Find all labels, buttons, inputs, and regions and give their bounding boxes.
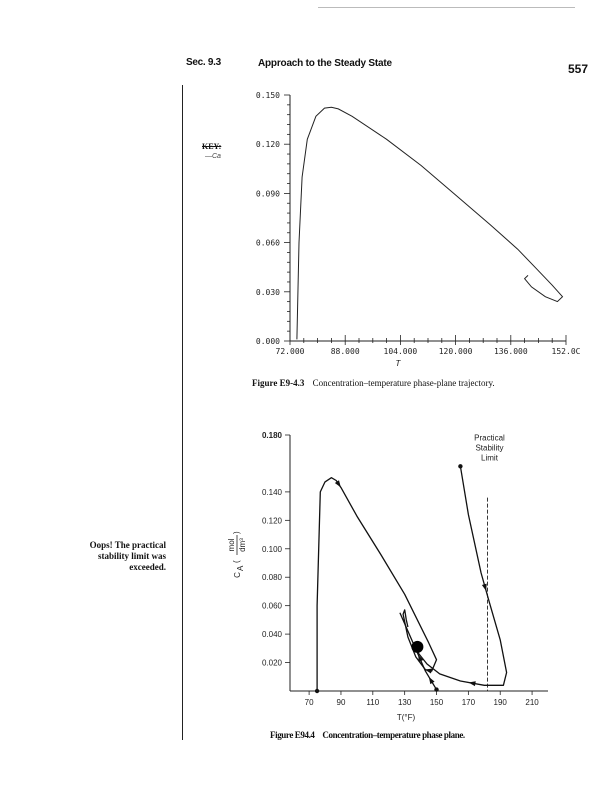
y-tick-label: 0.060 [261,601,282,611]
y-axis-unit-mol: mol [227,538,236,552]
trajectory-line-2 [414,466,506,685]
figure-caption-bottom [270,730,465,740]
x-tick-label: 190 [493,698,507,707]
stability-limit-label [474,434,505,463]
x-tick-label: 72.000 [275,347,305,356]
y-tick-label: 0.080 [261,573,282,583]
y-tick-label: 0.150 [255,91,280,100]
margin-note: Oops! The practical stability limit was exceeded. [89,540,166,572]
y-axis-unit-dm3: dm³ [238,538,247,552]
y-axis-label-ca: C [233,572,242,578]
figure-label-top: Figure E9-4.3 [252,378,305,388]
y-tick-label: 0.100 [261,544,282,554]
legend-key-label: KEY: [202,142,222,151]
x-tick-label: 90 [336,698,346,707]
trajectory-start-point [315,689,319,693]
y-axis-paren-open: ( [232,560,241,563]
y-axis-label-subscript: A [236,565,245,571]
y-tick-label: 0.180 [261,431,282,440]
trajectory-arrow [427,676,435,685]
x-tick-label: 120.000 [438,347,473,356]
x-tick-label: 170 [461,698,476,707]
running-header-title: Approach to the Steady State [258,58,392,69]
trajectory-start-point [434,687,438,691]
x-tick-label: 130 [397,698,412,707]
stability-limit-label-line: Practical [474,433,505,443]
page-number: 557 [568,62,589,76]
y-tick-label: 0.000 [255,337,280,346]
x-tick-label: 110 [366,698,380,707]
section-number: Sec. 9.3 [186,57,221,68]
y-tick-label: 0.090 [255,189,280,199]
steady-state-point [411,641,423,653]
figure-caption-text-top: Concentration–temperature phase-plane trajectory. [312,378,495,388]
chart-top-x-axis-label: T [395,359,401,368]
y-tick-label: 0.030 [255,287,280,297]
y-tick-label: 0.040 [261,630,282,640]
y-tick-label: 0.140 [261,487,282,497]
legend-key-series: —Ca [205,153,221,160]
chart-bottom-y-axis-label [227,531,247,578]
y-tick-label: 0.120 [255,140,280,150]
x-tick-label: 152.0C [551,347,581,356]
stability-limit-label-line: Limit [481,453,498,463]
figure-label-bottom: Figure E94.4 [270,730,315,740]
y-axis-paren-close: ) [232,531,241,534]
y-tick-label: 0.020 [261,658,282,668]
trajectory-start-point [458,464,462,468]
x-tick-label: 104.000 [383,347,418,356]
stability-limit-label-line: Stability [475,443,504,453]
x-tick-label: 210 [525,698,539,707]
x-tick-label: 70 [304,698,314,707]
y-tick-label: 0.120 [261,516,282,526]
x-tick-label: 88.000 [330,347,360,356]
y-tick-label: 0.060 [255,238,280,248]
figure-caption-text-bottom: Concentration–temperature phase plane. [322,730,465,740]
x-tick-label: 150 [429,698,444,707]
chart-bottom-x-axis-label: T(°F) [396,713,416,722]
x-tick-label: 136.000 [493,347,528,356]
chart-bottom-series [315,464,507,693]
